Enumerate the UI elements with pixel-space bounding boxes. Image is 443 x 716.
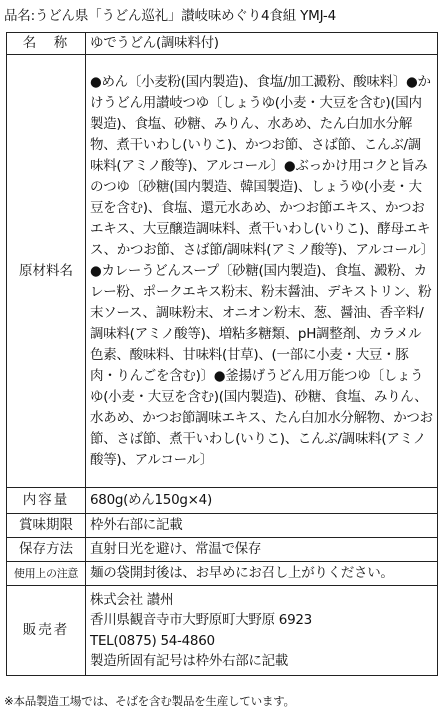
label-seller: 販売者 (7, 586, 86, 676)
value-content: 680g(めん150g×4) (86, 488, 438, 514)
seller-company: 株式会社 讃州 (90, 591, 174, 608)
value-best-before: 枠外右部に記載 (86, 514, 438, 538)
seller-tel: TEL(0875) 54-4860 (90, 632, 215, 649)
value-storage: 直射日光を避け、常温で保存 (86, 538, 438, 562)
row-caution (7, 562, 438, 586)
value-seller (86, 586, 438, 676)
label-caution: 使用上の注意 (7, 562, 86, 586)
label-name: 名 称 (7, 33, 86, 55)
product-name-header: 品名:うどん県「うどん巡礼」讃岐味めぐり4食組 YMJ-4 (4, 8, 336, 24)
value-caution: 麺の袋開封後は、お早めにお召し上がりください。 (86, 562, 438, 586)
label-storage: 保存方法 (7, 538, 86, 562)
label-best-before: 賞味期限 (7, 514, 86, 538)
row-storage (7, 538, 438, 562)
footer-note: ※本品製造工場では、そばを含む製品を生産しています。 (4, 694, 295, 708)
seller-code-note: 製造所固有記号は枠外右部に記載 (90, 653, 288, 669)
value-name: ゆでうどん(調味料付) (86, 33, 438, 55)
value-materials: ●めん〔小麦粉(国内製造)、食塩/加工澱粉、酸味料〕●かけうどん用讃岐つゆ〔しょうゆ(小麦・大豆を含む)(国内製造)、食塩、砂糖、みりん、水あめ、たん白加水分解物、煮干いわし(いりこ)、かつお節、さば節、こんぶ/調味料(アミノ酸等)、アルコール〕●ぶっかけ用コクと旨みのつゆ〔砂糖(国内製造、韓国製造)、しょうゆ(小麦・大豆を含む)、食塩、還元水あめ、かつお節エキス、かつおエキス、大豆醸造調味料、煮干いわし(いりこ)、酵母エキス、かつお節、さば節/調味料(アミノ酸等)、アルコール〕●カレーうどんスープ〔砂糖(国内製造)、食塩、澱粉、カレー粉、ポークエキス粉末、粉末醤油、デキストリン、粉末ソース、調味粉末、オニオン粉末、葱、醤油、香辛料/調味料(アミノ酸等)、増粘多糖類、pH調整剤、カラメル色素、酸味料、甘味料(甘草)、(一部に小麦・大豆・豚肉・りんごを含む)〕●釜揚げうどん用万能つゆ〔しょうゆ(小麦・大豆を含む)(国内製造)、砂糖、食塩、みりん、水あめ、かつお節調味エキス、たん白加水分解物、かつお節、さば節、煮干いわし(いりこ)、こんぶ/調味料(アミノ酸等)、アルコール〕 (86, 55, 438, 488)
row-name (7, 33, 438, 55)
label-materials: 原材料名 (7, 55, 86, 488)
nutrition-spec-table (6, 32, 438, 676)
row-best-before (7, 514, 438, 538)
label-content: 内容量 (7, 488, 86, 514)
row-materials (7, 55, 438, 488)
row-seller (7, 586, 438, 676)
seller-address: 香川県観音寺市大野原町大野原 6923 (90, 612, 312, 628)
row-content (7, 488, 438, 514)
